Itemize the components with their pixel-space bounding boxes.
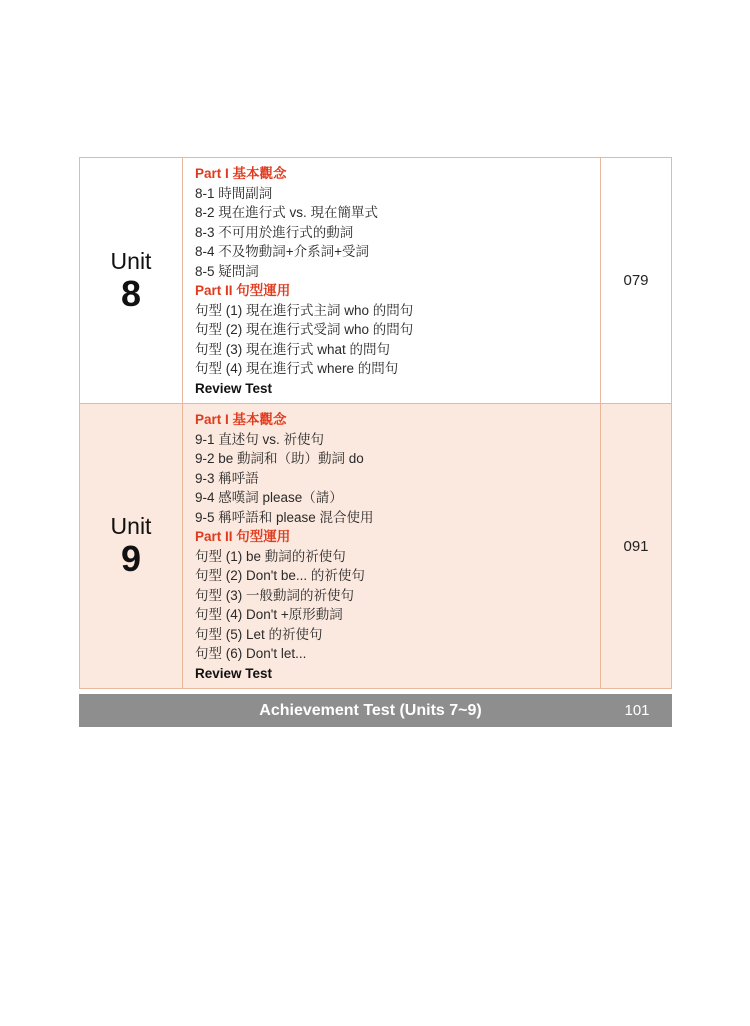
achievement-test-title: Achievement Test (Units 7~9) [259,701,482,719]
unit-label: Unit [110,247,152,274]
toc-entry[interactable]: 8-4 不及物動詞+介系詞+受詞 [195,244,370,259]
unit-number: 8 [120,272,142,314]
toc-entry[interactable]: 8-1 時間副詞 [195,185,273,201]
toc-entry[interactable]: 9-3 稱呼語 [195,470,259,486]
toc-entry[interactable]: 句型 (5) Let 的祈使句 [195,626,323,642]
toc-entry[interactable]: 9-4 感嘆詞 please（請） [195,490,343,505]
achievement-test-page: 101 [624,702,650,719]
toc-entry[interactable]: 句型 (6) Don't let... [195,646,307,661]
unit-cell [80,404,183,688]
toc-entry[interactable]: 句型 (2) 現在進行式受詞 who 的問句 [195,322,414,337]
part-heading: Part II 句型運用 [195,529,291,544]
unit-number: 9 [120,538,142,579]
toc-entry[interactable]: 9-1 直述句 vs. 祈使句 [195,431,325,447]
page-number: 091 [623,537,649,555]
toc-entry[interactable]: 句型 (2) Don't be... 的祈使句 [195,568,365,583]
toc-entry[interactable]: 句型 (4) Don't +原形動詞 [195,607,343,622]
part-heading: Part II 句型運用 [195,283,291,298]
toc-entry[interactable]: 8-3 不可用於進行式的動詞 [195,224,354,240]
toc-entry[interactable]: 9-2 be 動詞和（助）動詞 do [195,451,364,466]
toc-entry[interactable]: 句型 (3) 現在進行式 what 的問句 [195,341,391,357]
toc-entry[interactable]: 9-5 稱呼語和 please 混合使用 [195,509,374,525]
toc-entry[interactable]: 句型 (4) 現在進行式 where 的問句 [195,361,399,376]
unit-row-9 [79,404,672,689]
toc-entry[interactable]: 8-2 現在進行式 vs. 現在簡單式 [195,205,379,220]
part-heading: Part I 基本觀念 [195,166,287,181]
page-number: 079 [623,272,649,289]
unit-contents [183,158,601,403]
unit-contents [183,404,601,688]
review-test-entry[interactable]: Review Test [195,665,273,681]
unit-row-8 [79,157,672,404]
unit-cell [80,158,183,403]
table-of-contents [79,157,672,689]
toc-entry[interactable]: 句型 (1) 現在進行式主詞 who 的問句 [195,302,414,318]
achievement-test-bar[interactable] [79,694,672,727]
toc-entry[interactable]: 8-5 疑問詞 [195,263,259,279]
toc-entry[interactable]: 句型 (1) be 動詞的祈使句 [195,548,346,564]
part-heading: Part I 基本觀念 [195,412,287,427]
toc-entry[interactable]: 句型 (3) 一般動詞的祈使句 [195,587,355,603]
review-test-entry[interactable]: Review Test [195,380,273,396]
unit-label: Unit [110,513,152,539]
